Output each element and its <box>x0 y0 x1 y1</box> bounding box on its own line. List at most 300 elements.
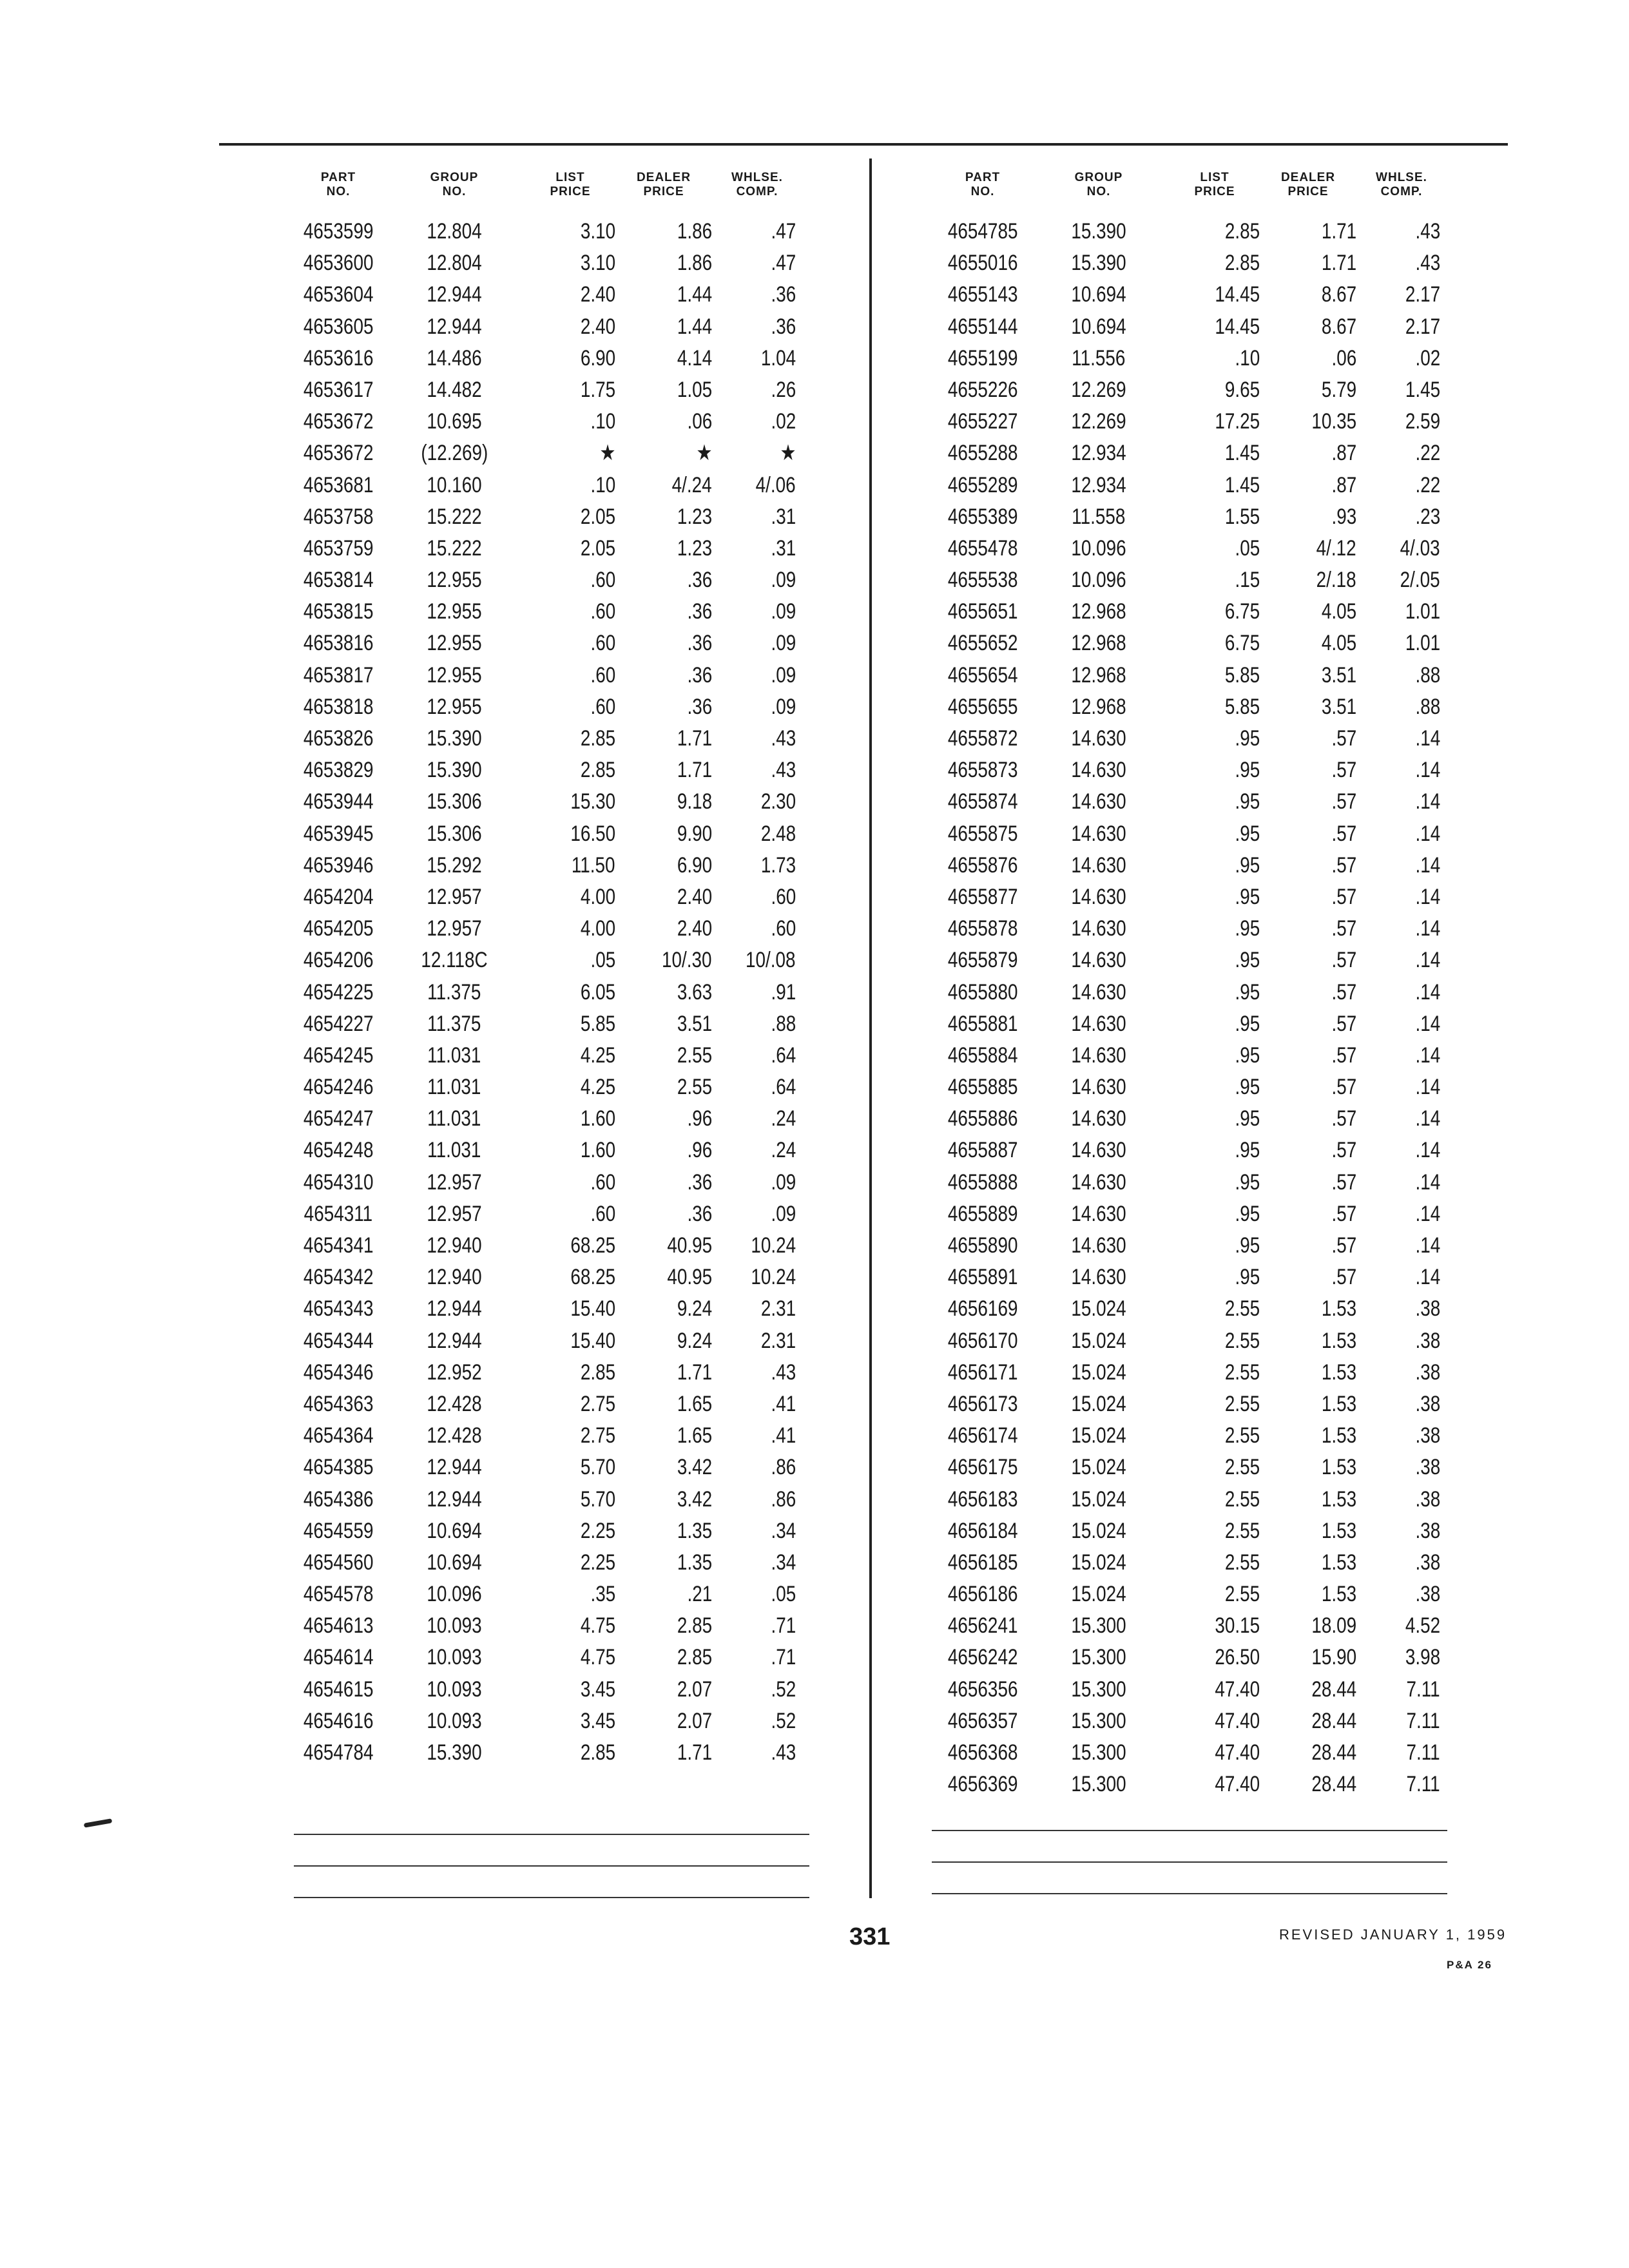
dealer-price <box>615 1262 712 1293</box>
part-number <box>284 1293 393 1325</box>
dealer-price-value: 1.65 <box>677 1423 712 1448</box>
group-number-value: 14.486 <box>427 345 482 370</box>
part-number <box>928 1325 1037 1357</box>
part-number <box>928 1135 1037 1166</box>
list-price-value: .95 <box>1235 884 1260 909</box>
dealer-price <box>1260 216 1356 247</box>
whlse-comp-value: .34 <box>771 1518 796 1543</box>
part-number <box>928 1262 1037 1293</box>
list-price-value: .60 <box>590 568 615 593</box>
part-number <box>284 247 393 279</box>
dealer-price-value: 1.23 <box>677 504 712 529</box>
whlse-comp-value: .14 <box>1415 1233 1440 1258</box>
dealer-price-value: 9.24 <box>677 1296 712 1321</box>
whlse-comp <box>712 850 796 881</box>
part-number-value: 4654227 <box>303 1011 374 1036</box>
group-number <box>396 850 512 881</box>
list-price-value: .60 <box>590 1169 615 1195</box>
dealer-price-value: 1.71 <box>677 758 712 783</box>
dealer-price-value: .36 <box>687 599 712 624</box>
list-price <box>1163 691 1260 723</box>
whlse-comp <box>1356 1642 1440 1673</box>
header-list-price: LIST PRICE <box>1194 171 1235 198</box>
list-price <box>1163 1198 1260 1230</box>
list-price-value: 11.50 <box>572 852 615 878</box>
dealer-price <box>615 279 712 311</box>
group-number-value: 12.944 <box>427 1296 482 1321</box>
part-number-value: 4655654 <box>947 662 1018 687</box>
group-number <box>1041 533 1157 564</box>
group-number-value: 10.096 <box>1071 535 1126 561</box>
dealer-price <box>615 437 712 469</box>
list-price-value: .95 <box>1235 1075 1260 1100</box>
dealer-price-value: 1.53 <box>1321 1423 1356 1448</box>
part-number <box>928 1706 1037 1737</box>
list-price <box>1163 1769 1260 1800</box>
dealer-price-value: 15.90 <box>1311 1645 1356 1670</box>
whlse-comp-value: .26 <box>771 377 796 402</box>
group-number-value: 12.428 <box>427 1391 482 1416</box>
dealer-price-value: 1.05 <box>677 377 712 402</box>
list-price-value: 15.40 <box>570 1296 615 1321</box>
part-number <box>928 1293 1037 1325</box>
group-number <box>1041 945 1157 976</box>
group-number-value: 10.695 <box>427 409 482 434</box>
whlse-comp-value: .14 <box>1415 948 1440 973</box>
group-number <box>396 247 512 279</box>
whlse-comp <box>1356 1008 1440 1040</box>
list-price-value: 1.55 <box>1224 504 1260 529</box>
dealer-price <box>615 1579 712 1610</box>
group-number <box>396 216 512 247</box>
group-number-value: 15.024 <box>1071 1455 1126 1480</box>
list-price-value: 3.10 <box>580 251 615 276</box>
dealer-price-value: 1.71 <box>1321 219 1356 244</box>
part-number-value: 4654341 <box>303 1233 374 1258</box>
part-number-value: 4654364 <box>303 1423 374 1448</box>
part-number-value: 4655227 <box>947 409 1018 434</box>
list-price <box>519 977 615 1008</box>
group-number-value: 14.482 <box>427 377 482 402</box>
dealer-price <box>1260 1167 1356 1198</box>
part-number <box>284 754 393 786</box>
part-number <box>284 1135 393 1166</box>
list-price <box>519 470 615 501</box>
group-number-value: 12.944 <box>427 314 482 339</box>
group-number <box>396 343 512 374</box>
list-price-value: .10 <box>590 472 615 497</box>
group-number <box>396 1642 512 1673</box>
list-price-value: .95 <box>1235 789 1260 814</box>
dealer-price-value: .57 <box>1331 1106 1356 1131</box>
part-number <box>284 723 393 754</box>
dealer-price-value: 10.35 <box>1311 409 1356 434</box>
part-number <box>284 279 393 311</box>
dealer-price-value: .57 <box>1331 1265 1356 1290</box>
dealer-price <box>615 723 712 754</box>
part-number-value: 4654311 <box>304 1201 373 1226</box>
list-price <box>1163 564 1260 596</box>
list-price-value: 2.75 <box>580 1423 615 1448</box>
part-number <box>284 691 393 723</box>
dealer-price <box>1260 628 1356 659</box>
whlse-comp-value: .38 <box>1415 1486 1440 1512</box>
dealer-price-value: ★ <box>696 441 712 466</box>
dealer-price-value: 5.79 <box>1321 377 1356 402</box>
list-price <box>1163 247 1260 279</box>
whlse-comp-value: .91 <box>771 979 796 1004</box>
list-price-value: .35 <box>590 1582 615 1607</box>
part-number-value: 4654616 <box>303 1708 374 1733</box>
list-price <box>519 754 615 786</box>
list-price <box>519 628 615 659</box>
dealer-price <box>1260 247 1356 279</box>
whlse-comp-value: .09 <box>771 1201 796 1226</box>
dealer-price-value: 1.53 <box>1321 1455 1356 1480</box>
whlse-comp <box>712 881 796 913</box>
part-number-value: 4653759 <box>303 535 374 561</box>
group-number-value: 15.300 <box>1071 1645 1126 1670</box>
part-number <box>928 1420 1037 1452</box>
part-number-value: 4656369 <box>947 1772 1018 1797</box>
part-number-value: 4656186 <box>947 1582 1018 1607</box>
list-price-value: 68.25 <box>570 1233 615 1258</box>
group-number <box>396 1706 512 1737</box>
dealer-price-value: 1.53 <box>1321 1518 1356 1543</box>
group-number <box>1041 1325 1157 1357</box>
whlse-comp <box>1356 437 1440 469</box>
group-number-value: 11.031 <box>427 1075 481 1100</box>
part-number-value: 4655289 <box>947 472 1018 497</box>
part-number-value: 4656183 <box>947 1486 1018 1512</box>
part-number <box>928 1072 1037 1103</box>
group-number-value: 14.630 <box>1071 884 1126 909</box>
list-price <box>519 913 615 945</box>
list-price <box>1163 945 1260 976</box>
part-number <box>284 786 393 818</box>
dealer-price <box>615 343 712 374</box>
list-price <box>519 1642 615 1673</box>
whlse-comp-value: .38 <box>1415 1582 1440 1607</box>
part-number-value: 4653758 <box>303 504 374 529</box>
group-number <box>396 723 512 754</box>
dealer-price-value: 2.55 <box>677 1043 712 1068</box>
group-number <box>396 1420 512 1452</box>
whlse-comp-value: .43 <box>1415 251 1440 276</box>
part-number <box>284 1167 393 1198</box>
part-number <box>284 1040 393 1072</box>
blank-line <box>294 1834 809 1835</box>
part-number-value: 4655478 <box>947 535 1018 561</box>
whlse-comp <box>1356 913 1440 945</box>
list-price-value: 4.75 <box>580 1645 615 1670</box>
list-price-value: .60 <box>590 1201 615 1226</box>
whlse-comp <box>1356 533 1440 564</box>
part-number-value: 4654246 <box>303 1075 374 1100</box>
dealer-price <box>615 1167 712 1198</box>
dealer-price-value: 18.09 <box>1311 1613 1356 1639</box>
group-number-value: 11.556 <box>1072 345 1126 370</box>
list-price-value: 5.85 <box>1224 694 1260 719</box>
list-price <box>519 1610 615 1642</box>
group-number <box>1041 1262 1157 1293</box>
list-price <box>519 881 615 913</box>
group-number <box>1041 564 1157 596</box>
group-number <box>1041 913 1157 945</box>
part-number <box>284 533 393 564</box>
part-number-value: 4656173 <box>947 1391 1018 1416</box>
dealer-price <box>615 1325 712 1357</box>
part-number <box>928 1484 1037 1515</box>
part-number <box>928 1198 1037 1230</box>
whlse-comp <box>712 1198 796 1230</box>
whlse-comp <box>1356 1103 1440 1135</box>
part-number <box>284 437 393 469</box>
dealer-price <box>1260 564 1356 596</box>
part-number-value: 4655885 <box>947 1075 1018 1100</box>
dealer-price-value: 1.44 <box>677 282 712 307</box>
list-price <box>519 1357 615 1389</box>
whlse-comp-value: .47 <box>771 219 796 244</box>
whlse-comp-value: 10.24 <box>751 1265 796 1290</box>
whlse-comp <box>712 1547 796 1579</box>
group-number <box>396 311 512 343</box>
whlse-comp-value: .22 <box>1415 441 1440 466</box>
part-number <box>928 1040 1037 1072</box>
whlse-comp <box>1356 596 1440 628</box>
part-number-value: 4655652 <box>947 631 1018 656</box>
part-number-value: 4655880 <box>947 979 1018 1004</box>
part-number-value: 4653816 <box>303 631 374 656</box>
whlse-comp <box>1356 1230 1440 1262</box>
dealer-price <box>1260 1737 1356 1769</box>
whlse-comp-value: 3.98 <box>1405 1645 1440 1670</box>
whlse-comp <box>1356 1072 1440 1103</box>
whlse-comp <box>712 786 796 818</box>
part-number <box>928 596 1037 628</box>
list-price <box>1163 818 1260 850</box>
column-divider <box>869 159 872 1898</box>
dealer-price-value: 9.24 <box>677 1328 712 1353</box>
dealer-price <box>1260 1040 1356 1072</box>
list-price-value: .95 <box>1235 948 1260 973</box>
dealer-price <box>1260 501 1356 533</box>
dealer-price <box>615 1040 712 1072</box>
part-number <box>284 564 393 596</box>
part-number <box>284 913 393 945</box>
list-price-value: 6.75 <box>1224 599 1260 624</box>
group-number-value: 12.804 <box>427 251 482 276</box>
group-number-value: 12.955 <box>427 662 482 687</box>
whlse-comp <box>1356 1040 1440 1072</box>
whlse-comp <box>712 343 796 374</box>
dealer-price-value: 8.67 <box>1321 314 1356 339</box>
dealer-price <box>1260 1357 1356 1389</box>
part-number <box>928 1547 1037 1579</box>
part-number-value: 4656185 <box>947 1550 1018 1575</box>
part-number <box>928 723 1037 754</box>
dealer-price <box>1260 596 1356 628</box>
part-number-value: 4653617 <box>303 377 374 402</box>
dealer-price-value: 28.44 <box>1311 1708 1356 1733</box>
dealer-price-value: 8.67 <box>1321 282 1356 307</box>
whlse-comp <box>1356 374 1440 406</box>
group-number-value: 14.630 <box>1071 852 1126 878</box>
part-number <box>928 564 1037 596</box>
group-number-value: 12.968 <box>1071 631 1126 656</box>
dealer-price <box>1260 913 1356 945</box>
group-number-value: 14.630 <box>1071 789 1126 814</box>
list-price <box>519 1547 615 1579</box>
whlse-comp-value: 4/.03 <box>1400 535 1440 561</box>
list-price <box>519 1420 615 1452</box>
dealer-price <box>1260 1103 1356 1135</box>
group-number-value: 12.940 <box>427 1265 482 1290</box>
part-number <box>928 628 1037 659</box>
whlse-comp <box>1356 723 1440 754</box>
whlse-comp <box>712 1072 796 1103</box>
list-price <box>1163 628 1260 659</box>
group-number <box>1041 691 1157 723</box>
dealer-price <box>615 470 712 501</box>
whlse-comp-value: .43 <box>771 726 796 751</box>
list-price <box>1163 1484 1260 1515</box>
part-number <box>928 1389 1037 1420</box>
part-number <box>284 1547 393 1579</box>
dealer-price <box>1260 1389 1356 1420</box>
dealer-price <box>1260 406 1356 437</box>
group-number-value: 12.118C <box>421 948 488 973</box>
part-number <box>928 660 1037 691</box>
dealer-price <box>1260 660 1356 691</box>
part-number-value: 4654343 <box>303 1296 374 1321</box>
dealer-price-value: 4/.12 <box>1316 535 1356 561</box>
dealer-price <box>1260 754 1356 786</box>
blank-line <box>932 1893 1447 1894</box>
dealer-price <box>615 1642 712 1673</box>
whlse-comp-value: .86 <box>771 1486 796 1512</box>
list-price <box>519 818 615 850</box>
group-number <box>396 1198 512 1230</box>
whlse-comp <box>712 977 796 1008</box>
dealer-price <box>1260 1135 1356 1166</box>
part-number-value: 4654344 <box>303 1328 374 1353</box>
dealer-price-value: 4.05 <box>1321 631 1356 656</box>
list-price-value: 1.45 <box>1224 441 1260 466</box>
group-number-value: 14.630 <box>1071 1233 1126 1258</box>
dealer-price <box>615 533 712 564</box>
group-number <box>1041 1230 1157 1262</box>
whlse-comp-value: .36 <box>771 314 796 339</box>
dealer-price-value: .36 <box>687 631 712 656</box>
list-price <box>519 374 615 406</box>
group-number <box>1041 628 1157 659</box>
dealer-price-value: 1.71 <box>677 1740 712 1765</box>
dealer-price-value: 2.40 <box>677 884 712 909</box>
group-number-value: 10.694 <box>1071 282 1126 307</box>
list-price <box>1163 216 1260 247</box>
dealer-price-value: 4.05 <box>1321 599 1356 624</box>
part-number <box>284 1198 393 1230</box>
dealer-price-value: .87 <box>1331 441 1356 466</box>
whlse-comp-value: .14 <box>1415 1169 1440 1195</box>
group-number <box>1041 1547 1157 1579</box>
whlse-comp-value: .14 <box>1415 1106 1440 1131</box>
part-number-value: 4655887 <box>947 1138 1018 1163</box>
list-price-value: 6.75 <box>1224 631 1260 656</box>
whlse-comp <box>712 1484 796 1515</box>
group-number-value: 11.031 <box>427 1138 481 1163</box>
part-number-value: 4655016 <box>947 251 1018 276</box>
group-number-value: 15.300 <box>1071 1772 1126 1797</box>
group-number-value: 12.934 <box>1071 441 1126 466</box>
dealer-price <box>1260 533 1356 564</box>
whlse-comp-value: .43 <box>771 758 796 783</box>
dealer-price <box>615 977 712 1008</box>
list-price <box>519 1293 615 1325</box>
group-number <box>1041 1642 1157 1673</box>
dealer-price <box>1260 1420 1356 1452</box>
list-price-value: 17.25 <box>1215 409 1260 434</box>
list-price <box>1163 1230 1260 1262</box>
dealer-price-value: .57 <box>1331 1138 1356 1163</box>
part-number <box>284 1610 393 1642</box>
group-number-value: 12.269 <box>1071 377 1126 402</box>
list-price-value: 1.60 <box>580 1138 615 1163</box>
whlse-comp <box>1356 1293 1440 1325</box>
list-price <box>1163 501 1260 533</box>
whlse-comp <box>1356 1579 1440 1610</box>
list-price-value: 5.70 <box>580 1486 615 1512</box>
group-number <box>396 660 512 691</box>
part-number-value: 4656171 <box>947 1360 1018 1385</box>
whlse-comp <box>1356 977 1440 1008</box>
part-number-value: 4654245 <box>303 1043 374 1068</box>
part-number-value: 4653814 <box>303 568 374 593</box>
part-number-value: 4655881 <box>947 1011 1018 1036</box>
whlse-comp <box>1356 279 1440 311</box>
whlse-comp-value: .38 <box>1415 1550 1440 1575</box>
group-number <box>1041 977 1157 1008</box>
whlse-comp <box>712 533 796 564</box>
part-number-value: 4653826 <box>303 726 374 751</box>
list-price <box>1163 881 1260 913</box>
part-number-value: 4654613 <box>303 1613 374 1639</box>
whlse-comp-value: 7.11 <box>1406 1772 1440 1797</box>
list-price-value: 1.75 <box>580 377 615 402</box>
dealer-price-value: 2/.18 <box>1316 568 1356 593</box>
group-number-value: 12.968 <box>1071 694 1126 719</box>
whlse-comp-value: .24 <box>771 1106 796 1131</box>
list-price-value: 2.25 <box>580 1518 615 1543</box>
part-number <box>284 1389 393 1420</box>
part-number-value: 4656169 <box>947 1296 1018 1321</box>
list-price <box>1163 1737 1260 1769</box>
whlse-comp <box>712 1737 796 1769</box>
dealer-price <box>615 754 712 786</box>
whlse-comp-value: .43 <box>771 1360 796 1385</box>
dealer-price-value: 1.71 <box>677 726 712 751</box>
part-number-value: 4654346 <box>303 1360 374 1385</box>
dealer-price <box>615 1198 712 1230</box>
group-number-value: 14.630 <box>1071 1138 1126 1163</box>
whlse-comp <box>712 945 796 976</box>
list-price-value: .95 <box>1235 1138 1260 1163</box>
group-number <box>396 564 512 596</box>
part-number <box>928 818 1037 850</box>
dealer-price <box>1260 881 1356 913</box>
whlse-comp <box>712 1008 796 1040</box>
